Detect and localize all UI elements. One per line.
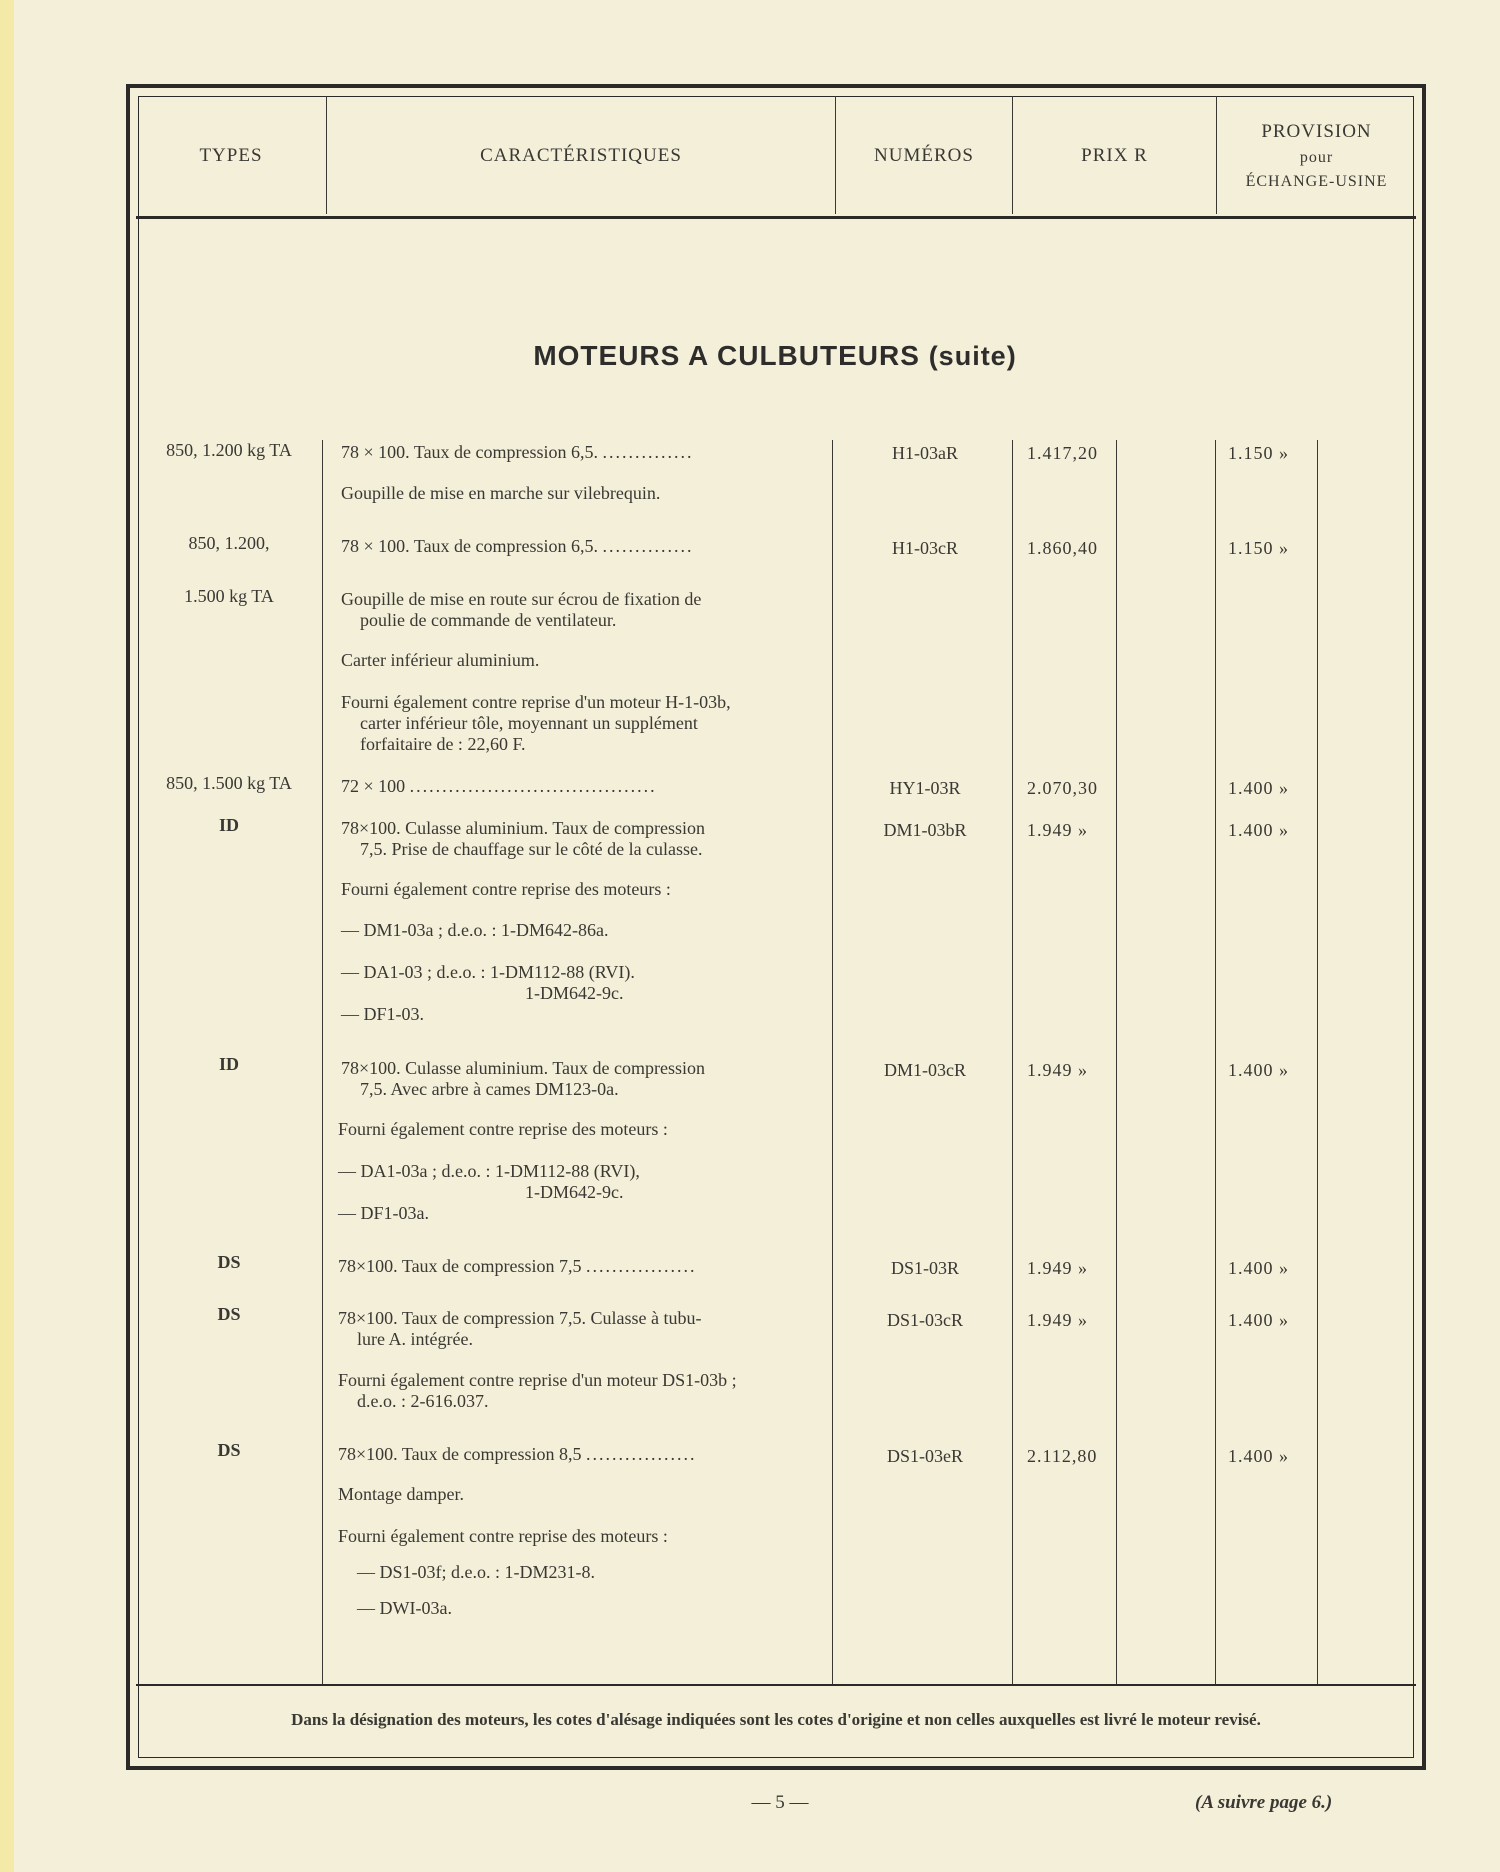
row4-item2-line1: — DA1-03 ; d.e.o. : 1-DM112-88 (RVI).: [341, 962, 635, 982]
row1-number: H1-03aR: [892, 443, 958, 463]
column-divider: [1317, 440, 1318, 1684]
header-provision-line1: PROVISION: [1261, 121, 1372, 142]
row7-provision: 1.400 »: [1228, 1310, 1289, 1330]
header-provision-line2: pour: [1299, 149, 1334, 166]
column-divider: [322, 440, 323, 1684]
row8-type: DS: [217, 1440, 241, 1460]
footer-rule: [136, 1684, 1416, 1686]
row2-car-text: 78 × 100. Taux de compression 6,5.: [341, 536, 599, 556]
row6-number: DS1-03R: [890, 1258, 959, 1278]
row3-leader-dots: ......................................: [409, 776, 657, 796]
row6-price: 1.949 »: [1027, 1258, 1088, 1278]
page-edge: [0, 0, 14, 1872]
row1-characteristics: [341, 442, 694, 463]
row8-leader-dots: .................: [586, 1444, 697, 1464]
row4-item2-line2: 1-DM642-9c.: [525, 983, 624, 1003]
header-caracteristiques: [327, 96, 835, 216]
row2-note1-line1: Goupille de mise en route sur écrou de fixation de: [341, 589, 702, 609]
row4-price: 1.949 »: [1027, 820, 1088, 840]
row8-note2: Fourni également contre reprise des moteurs :: [338, 1526, 668, 1546]
section-title-main: MOTEURS A CULBUTEURS: [533, 340, 920, 371]
row8-characteristics: [338, 1444, 697, 1465]
row2-type-line2: 1.500 kg TA: [184, 586, 274, 606]
row1-price: 1.417,20: [1027, 443, 1098, 463]
row6-leader-dots: .................: [586, 1256, 697, 1276]
row8-number: DS1-03eR: [887, 1446, 963, 1466]
row4-type: ID: [218, 815, 239, 835]
row5-type: ID: [218, 1054, 239, 1074]
row1-leader-dots: ..............: [602, 442, 694, 462]
row4-item1: — DM1-03a ; d.e.o. : 1-DM642-86a.: [341, 920, 609, 940]
row3-characteristics: [341, 776, 657, 797]
column-divider: [832, 440, 833, 1684]
row6-provision: 1.400 »: [1228, 1258, 1289, 1278]
header-types-label: TYPES: [199, 145, 263, 166]
row3-provision: 1.400 »: [1228, 778, 1289, 798]
row2-note1-line2: poulie de commande de ventilateur.: [360, 610, 617, 630]
row6-car-text: 78×100. Taux de compression 7,5: [338, 1256, 582, 1276]
header-provision: [1217, 96, 1416, 216]
row5-char-line2: 7,5. Avec arbre à cames DM123-0a.: [360, 1079, 619, 1099]
row4-char-line2: 7,5. Prise de chauffage sur le côté de la culasse.: [360, 839, 703, 859]
row1-car-text: 78 × 100. Taux de compression 6,5.: [341, 442, 599, 462]
row2-number: H1-03cR: [892, 538, 958, 558]
row3-type: 850, 1.500 kg TA: [166, 773, 292, 793]
row7-note-line2: d.e.o. : 2-616.037.: [357, 1391, 489, 1411]
row2-provision: 1.150 »: [1228, 538, 1289, 558]
row8-note1: Montage damper.: [338, 1484, 464, 1504]
row4-provision: 1.400 »: [1228, 820, 1289, 840]
row8-price: 2.112,80: [1027, 1446, 1098, 1466]
row8-car-text: 78×100. Taux de compression 8,5: [338, 1444, 582, 1464]
column-divider: [1215, 440, 1216, 1684]
header-rule: [136, 216, 1416, 219]
page-number: — 5 —: [751, 1792, 809, 1813]
section-title-suite: (suite): [928, 341, 1017, 371]
row2-characteristics: [341, 536, 694, 557]
row5-number: DM1-03cR: [884, 1060, 966, 1080]
row2-note2: Carter inférieur aluminium.: [341, 650, 540, 670]
row3-number: HY1-03R: [889, 778, 961, 798]
row4-number: DM1-03bR: [883, 820, 967, 840]
row2-price: 1.860,40: [1027, 538, 1098, 558]
row3-car-text: 72 × 100: [341, 776, 406, 796]
header-prix-label: PRIX R: [1081, 145, 1148, 166]
column-divider: [1116, 440, 1117, 1684]
header-caracteristiques-label: CARACTÉRISTIQUES: [480, 145, 682, 166]
row5-char-line1: 78×100. Culasse aluminium. Taux de compression: [341, 1058, 706, 1078]
section-title: [140, 340, 1410, 372]
row8-item2: — DWI-03a.: [357, 1598, 452, 1618]
row7-type: DS: [217, 1304, 241, 1324]
row8-item1: — DS1-03f; d.e.o. : 1-DM231-8.: [357, 1562, 595, 1582]
row2-note3-line3: forfaitaire de : 22,60 F.: [360, 734, 526, 754]
row2-type-line1: 850, 1.200,: [188, 533, 270, 553]
row7-char-line2: lure A. intégrée.: [357, 1329, 473, 1349]
column-divider: [1012, 440, 1013, 1684]
row7-char-line1: 78×100. Taux de compression 7,5. Culasse à tubu-: [338, 1308, 702, 1328]
row2-note3-line1: Fourni également contre reprise d'un moteur H-1-03b,: [341, 692, 731, 712]
row6-characteristics: [338, 1256, 697, 1277]
row4-item3: — DF1-03.: [341, 1004, 425, 1024]
header-provision-line3: ÉCHANGE-USINE: [1245, 173, 1388, 190]
row6-type: DS: [217, 1252, 241, 1272]
row5-item2: — DF1-03a.: [338, 1203, 429, 1223]
row2-leader-dots: ..............: [602, 536, 694, 556]
row7-price: 1.949 »: [1027, 1310, 1088, 1330]
row5-item1-line1: — DA1-03a ; d.e.o. : 1-DM112-88 (RVI),: [338, 1161, 640, 1181]
table-frame: [126, 84, 1426, 1770]
header-types: [136, 96, 326, 216]
header-numeros: [836, 96, 1012, 216]
row1-provision: 1.150 »: [1228, 443, 1289, 463]
footnote: Dans la désignation des moteurs, les cotes d'alésage indiquées sont les cotes d'origine et non celles auxquelles est livré le moteur revisé.: [291, 1710, 1261, 1729]
row4-note: Fourni également contre reprise des moteurs :: [341, 879, 671, 899]
row1-type: 850, 1.200 kg TA: [166, 440, 292, 460]
row7-number: DS1-03cR: [887, 1310, 963, 1330]
row5-provision: 1.400 »: [1228, 1060, 1289, 1080]
row2-note3-line2: carter inférieur tôle, moyennant un supplément: [360, 713, 698, 733]
row1-note: Goupille de mise en marche sur vilebrequin.: [341, 483, 661, 503]
row3-price: 2.070,30: [1027, 778, 1098, 798]
row7-note-line1: Fourni également contre reprise d'un moteur DS1-03b ;: [338, 1370, 737, 1390]
row5-note: Fourni également contre reprise des moteurs :: [338, 1119, 668, 1139]
row5-price: 1.949 »: [1027, 1060, 1088, 1080]
row8-provision: 1.400 »: [1228, 1446, 1289, 1466]
row4-char-line1: 78×100. Culasse aluminium. Taux de compression: [341, 818, 706, 838]
header-numeros-label: NUMÉROS: [874, 145, 974, 166]
continuation-note: (A suivre page 6.): [1195, 1792, 1333, 1813]
row5-item1-line2: 1-DM642-9c.: [525, 1182, 624, 1202]
header-prix: [1013, 96, 1216, 216]
